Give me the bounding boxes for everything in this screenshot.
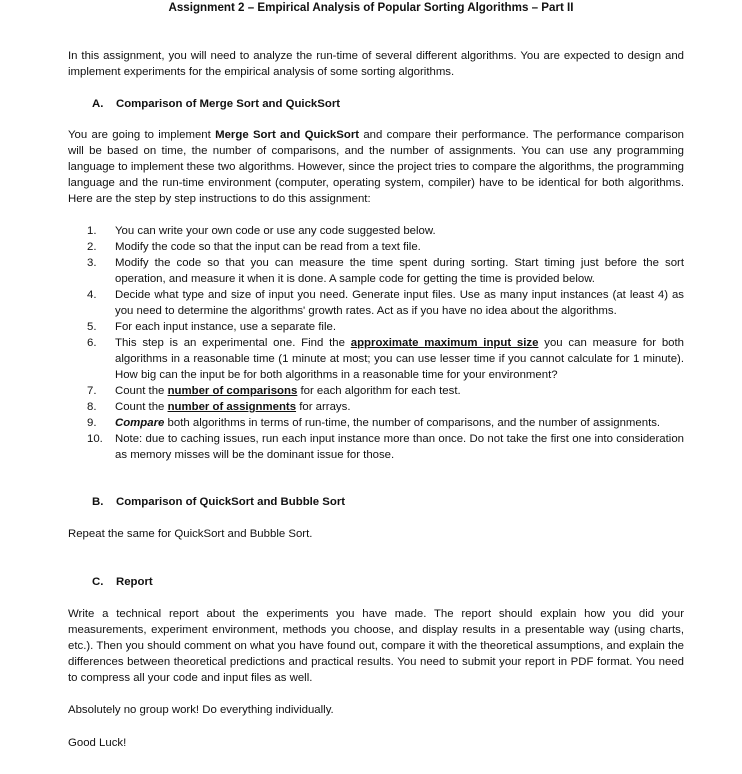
step-text-post: you can measure for both algorithms in a reasonable time (1 minute at most; you can use lesser time if you cannot calculate for 1 minute). How big can the input be for both algorithms in a reasonable time for your environment? xyxy=(115,337,684,381)
step-number: 8. xyxy=(87,401,97,413)
section-c-letter: C. xyxy=(92,576,104,588)
merge-sort-term: Merge Sort xyxy=(215,129,276,141)
list-item xyxy=(68,335,684,383)
step-number: 9. xyxy=(87,417,97,429)
list-item xyxy=(68,223,684,239)
step-number: 7. xyxy=(87,385,97,397)
step-number: 3. xyxy=(87,257,97,269)
section-a-heading xyxy=(92,96,340,112)
step-text: For each input instance, use a separate file. xyxy=(115,321,336,333)
intro-paragraph: In this assignment, you will need to analyze the run-time of several different algorithms. You are expected to design and implement experiments for the empirical analysis of some sorting algorithms. xyxy=(68,50,684,78)
step-text: Note: due to caching issues, run each input instance more than once. Do not take the first one into consideration as memory misses will be the dominant issue for those. xyxy=(115,433,684,461)
assignments-term: number of assignments xyxy=(167,401,297,413)
list-item xyxy=(68,399,684,415)
section-b-letter: B. xyxy=(92,496,104,508)
step-text-post: for arrays. xyxy=(296,401,351,413)
step-number: 10. xyxy=(87,433,103,445)
comparisons-term: number of comparisons xyxy=(167,385,298,397)
section-b-title: Comparison of QuickSort and Bubble Sort xyxy=(116,496,346,508)
p1-pre: You are going to implement xyxy=(68,129,216,141)
quicksort-term: QuickSort xyxy=(304,129,360,141)
list-item xyxy=(68,255,684,287)
step-text: Modify the code so that the input can be read from a text file. xyxy=(115,241,421,253)
list-item xyxy=(68,287,684,319)
section-c-heading xyxy=(92,574,153,590)
good-luck: Good Luck! xyxy=(68,737,127,749)
list-item xyxy=(68,383,684,399)
section-c-paragraph: Write a technical report about the experiments you have made. The report should explain how you did your measurements, experiment environment, methods you choose, and display results in a presentable way (using charts, etc.). Then you should comment on what you have found out, compare it with the theoretical assumptions, and explain the differences between theoretical predictions and practical results. You need to submit your report in PDF format. You need to compress all your code and input files as well. xyxy=(68,608,684,684)
list-item xyxy=(68,239,684,255)
section-a-title: Comparison of Merge Sort and QuickSort xyxy=(116,98,341,110)
compare-term: Compare xyxy=(115,417,165,429)
section-b-paragraph: Repeat the same for QuickSort and Bubble Sort. xyxy=(68,528,313,540)
list-item xyxy=(68,431,684,463)
step-text-post: for each algorithm for each test. xyxy=(297,385,461,397)
section-a-paragraph xyxy=(68,127,684,207)
step-number: 5. xyxy=(87,321,97,333)
step-number: 2. xyxy=(87,241,97,253)
closing-note: Absolutely no group work! Do everything individually. xyxy=(68,704,334,716)
step-text-pre: Count the xyxy=(115,385,168,397)
list-item xyxy=(68,319,684,335)
document-title: Assignment 2 – Empirical Analysis of Popular Sorting Algorithms – Part II xyxy=(168,1,574,14)
step-text-pre: This step is an experimental one. Find the xyxy=(115,337,351,349)
step-text: Modify the code so that you can measure the time spent during sorting. Start timing just before the sort operation, and measure it when it is done. A sample code for getting the time is provided below. xyxy=(115,257,684,285)
step-text: You can write your own code or use any code suggested below. xyxy=(115,225,436,237)
list-item xyxy=(68,415,684,431)
steps-list xyxy=(68,223,684,463)
section-c-title: Report xyxy=(116,576,153,588)
step-text-pre: Count the xyxy=(115,401,168,413)
section-a-letter: A. xyxy=(92,98,104,110)
step-text: Decide what type and size of input you need. Generate input files. Use as many input instances (at least 4) as you need to determine the algorithms' growth rates. Act as if you have no idea about the algorithms. xyxy=(115,289,684,317)
step-number: 6. xyxy=(87,337,97,349)
section-b-heading xyxy=(92,494,345,510)
step-text-post: both algorithms in terms of run-time, the number of comparisons, and the number of assignments. xyxy=(164,417,661,429)
step-number: 4. xyxy=(87,289,97,301)
p1-and: and xyxy=(275,129,305,141)
p1-post: and compare their performance. The performance comparison will be based on time, the number of comparisons, and the number of assignments. You can use any programming language to implement these two algorithms. However, since the project tries to compare the algorithms, the programming language and the run-time environment (computer, operating system, compiler) have to be identical for both algorithms. Here are the step by step instructions to do this assignment: xyxy=(68,129,684,205)
max-input-size-term: approximate maximum input size xyxy=(350,337,539,349)
step-number: 1. xyxy=(87,225,97,237)
